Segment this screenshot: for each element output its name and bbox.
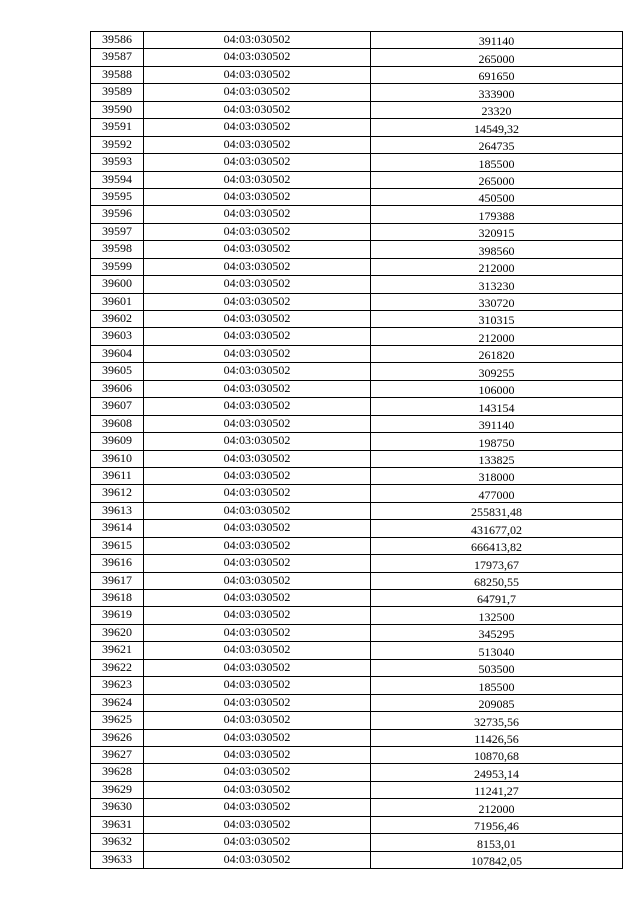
cadastral-code-cell: 04:03:030502 bbox=[144, 485, 371, 502]
row-number-cell: 39608 bbox=[91, 415, 144, 432]
table-row bbox=[91, 345, 623, 362]
row-number-cell: 39628 bbox=[91, 764, 144, 781]
row-number-cell: 39597 bbox=[91, 223, 144, 240]
amount-cell: 513040 bbox=[371, 642, 623, 659]
cadastral-code-cell: 04:03:030502 bbox=[144, 764, 371, 781]
row-number-cell: 39621 bbox=[91, 642, 144, 659]
row-number-cell: 39620 bbox=[91, 624, 144, 641]
amount-cell: 68250,55 bbox=[371, 572, 623, 589]
row-number-cell: 39600 bbox=[91, 276, 144, 293]
amount-cell: 477000 bbox=[371, 485, 623, 502]
amount-cell: 318000 bbox=[371, 467, 623, 484]
row-number-cell: 39592 bbox=[91, 136, 144, 153]
row-number-cell: 39586 bbox=[91, 32, 144, 49]
amount-cell: 14549,32 bbox=[371, 119, 623, 136]
row-number-cell: 39611 bbox=[91, 467, 144, 484]
cadastral-code-cell: 04:03:030502 bbox=[144, 799, 371, 816]
amount-cell: 265000 bbox=[371, 171, 623, 188]
cadastral-code-cell: 04:03:030502 bbox=[144, 433, 371, 450]
cadastral-code-cell: 04:03:030502 bbox=[144, 66, 371, 83]
row-number-cell: 39602 bbox=[91, 311, 144, 328]
cadastral-code-cell: 04:03:030502 bbox=[144, 188, 371, 205]
amount-cell: 691650 bbox=[371, 66, 623, 83]
table-row bbox=[91, 136, 623, 153]
table-row bbox=[91, 154, 623, 171]
amount-cell: 333900 bbox=[371, 84, 623, 101]
row-number-cell: 39587 bbox=[91, 49, 144, 66]
table-row bbox=[91, 712, 623, 729]
cadastral-code-cell: 04:03:030502 bbox=[144, 746, 371, 763]
row-number-cell: 39631 bbox=[91, 816, 144, 833]
row-number-cell: 39594 bbox=[91, 171, 144, 188]
table-row bbox=[91, 398, 623, 415]
row-number-cell: 39591 bbox=[91, 119, 144, 136]
table-row bbox=[91, 816, 623, 833]
row-number-cell: 39599 bbox=[91, 258, 144, 275]
table-row bbox=[91, 537, 623, 554]
cadastral-code-cell: 04:03:030502 bbox=[144, 328, 371, 345]
table-row bbox=[91, 746, 623, 763]
row-number-cell: 39604 bbox=[91, 345, 144, 362]
table-row bbox=[91, 101, 623, 118]
cadastral-code-cell: 04:03:030502 bbox=[144, 206, 371, 223]
amount-cell: 450500 bbox=[371, 188, 623, 205]
amount-cell: 261820 bbox=[371, 345, 623, 362]
cadastral-code-cell: 04:03:030502 bbox=[144, 32, 371, 49]
cadastral-code-cell: 04:03:030502 bbox=[144, 276, 371, 293]
cadastral-code-cell: 04:03:030502 bbox=[144, 293, 371, 310]
cadastral-code-cell: 04:03:030502 bbox=[144, 171, 371, 188]
cadastral-code-cell: 04:03:030502 bbox=[144, 241, 371, 258]
cadastral-code-cell: 04:03:030502 bbox=[144, 555, 371, 572]
amount-cell: 330720 bbox=[371, 293, 623, 310]
table-row bbox=[91, 241, 623, 258]
table-row bbox=[91, 206, 623, 223]
table-row bbox=[91, 276, 623, 293]
row-number-cell: 39590 bbox=[91, 101, 144, 118]
amount-cell: 264735 bbox=[371, 136, 623, 153]
data-table bbox=[90, 31, 623, 869]
cadastral-code-cell: 04:03:030502 bbox=[144, 572, 371, 589]
cadastral-code-cell: 04:03:030502 bbox=[144, 154, 371, 171]
amount-cell: 503500 bbox=[371, 659, 623, 676]
table-row bbox=[91, 729, 623, 746]
table-row bbox=[91, 311, 623, 328]
cadastral-code-cell: 04:03:030502 bbox=[144, 590, 371, 607]
amount-cell: 310315 bbox=[371, 311, 623, 328]
row-number-cell: 39593 bbox=[91, 154, 144, 171]
table-row bbox=[91, 363, 623, 380]
amount-cell: 11426,56 bbox=[371, 729, 623, 746]
row-number-cell: 39618 bbox=[91, 590, 144, 607]
cadastral-code-cell: 04:03:030502 bbox=[144, 450, 371, 467]
table-row bbox=[91, 258, 623, 275]
table-row bbox=[91, 520, 623, 537]
amount-cell: 64791,7 bbox=[371, 590, 623, 607]
row-number-cell: 39607 bbox=[91, 398, 144, 415]
table-row bbox=[91, 433, 623, 450]
row-number-cell: 39614 bbox=[91, 520, 144, 537]
amount-cell: 17973,67 bbox=[371, 555, 623, 572]
table-row bbox=[91, 171, 623, 188]
table-row bbox=[91, 764, 623, 781]
row-number-cell: 39615 bbox=[91, 537, 144, 554]
cadastral-code-cell: 04:03:030502 bbox=[144, 851, 371, 868]
table-row bbox=[91, 328, 623, 345]
row-number-cell: 39630 bbox=[91, 799, 144, 816]
amount-cell: 309255 bbox=[371, 363, 623, 380]
amount-cell: 391140 bbox=[371, 415, 623, 432]
cadastral-code-cell: 04:03:030502 bbox=[144, 694, 371, 711]
cadastral-code-cell: 04:03:030502 bbox=[144, 311, 371, 328]
cadastral-code-cell: 04:03:030502 bbox=[144, 729, 371, 746]
table-row bbox=[91, 607, 623, 624]
table-row bbox=[91, 380, 623, 397]
amount-cell: 132500 bbox=[371, 607, 623, 624]
cadastral-code-cell: 04:03:030502 bbox=[144, 816, 371, 833]
table-row bbox=[91, 624, 623, 641]
row-number-cell: 39612 bbox=[91, 485, 144, 502]
table-row bbox=[91, 834, 623, 851]
row-number-cell: 39617 bbox=[91, 572, 144, 589]
table-row bbox=[91, 659, 623, 676]
row-number-cell: 39632 bbox=[91, 834, 144, 851]
table-row bbox=[91, 467, 623, 484]
amount-cell: 666413,82 bbox=[371, 537, 623, 554]
cadastral-code-cell: 04:03:030502 bbox=[144, 84, 371, 101]
amount-cell: 313230 bbox=[371, 276, 623, 293]
row-number-cell: 39610 bbox=[91, 450, 144, 467]
row-number-cell: 39609 bbox=[91, 433, 144, 450]
cadastral-code-cell: 04:03:030502 bbox=[144, 712, 371, 729]
cadastral-code-cell: 04:03:030502 bbox=[144, 520, 371, 537]
amount-cell: 198750 bbox=[371, 433, 623, 450]
table-row bbox=[91, 450, 623, 467]
table-row bbox=[91, 188, 623, 205]
amount-cell: 133825 bbox=[371, 450, 623, 467]
amount-cell: 398560 bbox=[371, 241, 623, 258]
table-row bbox=[91, 590, 623, 607]
amount-cell: 185500 bbox=[371, 677, 623, 694]
cadastral-code-cell: 04:03:030502 bbox=[144, 119, 371, 136]
amount-cell: 24953,14 bbox=[371, 764, 623, 781]
amount-cell: 431677,02 bbox=[371, 520, 623, 537]
amount-cell: 179388 bbox=[371, 206, 623, 223]
cadastral-code-cell: 04:03:030502 bbox=[144, 415, 371, 432]
table-row bbox=[91, 66, 623, 83]
amount-cell: 106000 bbox=[371, 380, 623, 397]
amount-cell: 345295 bbox=[371, 624, 623, 641]
table-row bbox=[91, 781, 623, 798]
table-row bbox=[91, 293, 623, 310]
amount-cell: 212000 bbox=[371, 799, 623, 816]
cadastral-code-cell: 04:03:030502 bbox=[144, 398, 371, 415]
amount-cell: 391140 bbox=[371, 32, 623, 49]
cadastral-code-cell: 04:03:030502 bbox=[144, 624, 371, 641]
cadastral-code-cell: 04:03:030502 bbox=[144, 834, 371, 851]
table-row bbox=[91, 485, 623, 502]
row-number-cell: 39629 bbox=[91, 781, 144, 798]
cadastral-code-cell: 04:03:030502 bbox=[144, 781, 371, 798]
row-number-cell: 39625 bbox=[91, 712, 144, 729]
table-row bbox=[91, 642, 623, 659]
row-number-cell: 39619 bbox=[91, 607, 144, 624]
table-row bbox=[91, 84, 623, 101]
row-number-cell: 39601 bbox=[91, 293, 144, 310]
amount-cell: 212000 bbox=[371, 258, 623, 275]
row-number-cell: 39613 bbox=[91, 502, 144, 519]
cadastral-code-cell: 04:03:030502 bbox=[144, 467, 371, 484]
table-row bbox=[91, 119, 623, 136]
amount-cell: 143154 bbox=[371, 398, 623, 415]
row-number-cell: 39595 bbox=[91, 188, 144, 205]
row-number-cell: 39627 bbox=[91, 746, 144, 763]
amount-cell: 23320 bbox=[371, 101, 623, 118]
cadastral-code-cell: 04:03:030502 bbox=[144, 258, 371, 275]
row-number-cell: 39633 bbox=[91, 851, 144, 868]
cadastral-code-cell: 04:03:030502 bbox=[144, 502, 371, 519]
cadastral-code-cell: 04:03:030502 bbox=[144, 101, 371, 118]
amount-cell: 71956,46 bbox=[371, 816, 623, 833]
table-row bbox=[91, 799, 623, 816]
amount-cell: 107842,05 bbox=[371, 851, 623, 868]
row-number-cell: 39603 bbox=[91, 328, 144, 345]
row-number-cell: 39589 bbox=[91, 84, 144, 101]
amount-cell: 255831,48 bbox=[371, 502, 623, 519]
table-row bbox=[91, 555, 623, 572]
amount-cell: 320915 bbox=[371, 223, 623, 240]
row-number-cell: 39606 bbox=[91, 380, 144, 397]
cadastral-code-cell: 04:03:030502 bbox=[144, 607, 371, 624]
cadastral-code-cell: 04:03:030502 bbox=[144, 363, 371, 380]
row-number-cell: 39616 bbox=[91, 555, 144, 572]
amount-cell: 212000 bbox=[371, 328, 623, 345]
amount-cell: 32735,56 bbox=[371, 712, 623, 729]
amount-cell: 185500 bbox=[371, 154, 623, 171]
amount-cell: 10870,68 bbox=[371, 746, 623, 763]
cadastral-code-cell: 04:03:030502 bbox=[144, 380, 371, 397]
cadastral-code-cell: 04:03:030502 bbox=[144, 677, 371, 694]
row-number-cell: 39598 bbox=[91, 241, 144, 258]
row-number-cell: 39626 bbox=[91, 729, 144, 746]
table-row bbox=[91, 677, 623, 694]
row-number-cell: 39622 bbox=[91, 659, 144, 676]
row-number-cell: 39624 bbox=[91, 694, 144, 711]
cadastral-code-cell: 04:03:030502 bbox=[144, 223, 371, 240]
table-body bbox=[91, 32, 623, 869]
table-row bbox=[91, 694, 623, 711]
cadastral-code-cell: 04:03:030502 bbox=[144, 136, 371, 153]
cadastral-code-cell: 04:03:030502 bbox=[144, 49, 371, 66]
table-row bbox=[91, 572, 623, 589]
cadastral-code-cell: 04:03:030502 bbox=[144, 659, 371, 676]
row-number-cell: 39623 bbox=[91, 677, 144, 694]
cadastral-code-cell: 04:03:030502 bbox=[144, 345, 371, 362]
amount-cell: 209085 bbox=[371, 694, 623, 711]
table-row bbox=[91, 851, 623, 868]
table-row bbox=[91, 415, 623, 432]
cadastral-code-cell: 04:03:030502 bbox=[144, 642, 371, 659]
table-row bbox=[91, 32, 623, 49]
table-row bbox=[91, 223, 623, 240]
amount-cell: 8153,01 bbox=[371, 834, 623, 851]
table-row bbox=[91, 502, 623, 519]
amount-cell: 265000 bbox=[371, 49, 623, 66]
table-row bbox=[91, 49, 623, 66]
cadastral-code-cell: 04:03:030502 bbox=[144, 537, 371, 554]
row-number-cell: 39588 bbox=[91, 66, 144, 83]
amount-cell: 11241,27 bbox=[371, 781, 623, 798]
row-number-cell: 39596 bbox=[91, 206, 144, 223]
row-number-cell: 39605 bbox=[91, 363, 144, 380]
